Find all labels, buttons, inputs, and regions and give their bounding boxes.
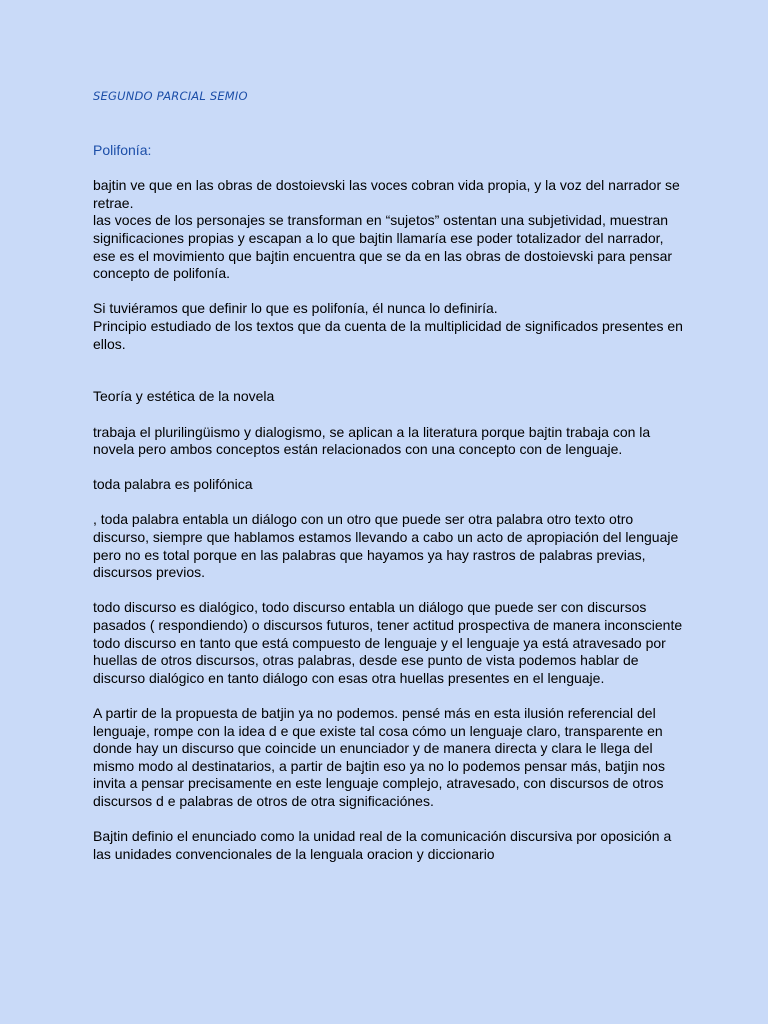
spacer (93, 283, 688, 301)
paragraph: bajtin ve que en las obras de dostoievski las voces cobran vida propia, y la voz del narrador se retrae. las voces de los personajes se transforman en “sujetos” ostentan una subjetividad, muestran significaciones propias y escapan a lo que bajtin llamaría ese poder totalizador del narrador, ese es el movimiento que bajtin encuentra que se da en las obras de dostoievski para pensar concepto de polifonía. (93, 177, 680, 282)
paragraph: Bajtin definio el enunciado como la unidad real de la comunicación discursiva por oposición a las unidades convencionales de la lenguala oracion y diccionario (93, 828, 672, 862)
spacer (93, 406, 688, 424)
spacer (93, 160, 688, 178)
paragraph: toda palabra es polifónica (93, 476, 253, 493)
spacer (93, 582, 688, 600)
spacer (93, 459, 688, 477)
section-heading-teoria: Teoría y estética de la novela (93, 388, 275, 405)
spacer (93, 494, 688, 512)
paragraph: trabaja el plurilingüismo y dialogismo, se aplican a la literatura porque bajtin trabaja con la novela pero ambos conceptos están relacionados con una concepto con de lenguaje. (93, 423, 651, 458)
section-heading-polifonia: Polifonía: (93, 142, 152, 158)
document-title: SEGUNDO PARCIAL SEMIO (93, 89, 248, 103)
paragraph: , toda palabra entabla un diálogo con un otro que puede ser otra palabra otro texto otro discurso, siempre que hablamos estamos llevando a cabo un acto de apropiación del lenguaje pero no es total porque en las palabras que hayamos ya hay rastros de palabras previas, discursos previos. (93, 511, 679, 581)
paragraph: A partir de la propuesta de batjin ya no podemos. pensé más en esta ilusión referencial del lenguaje, rompe con la idea d e que existe tal cosa cómo un lenguaje claro, transparente en donde hay un discurso que coincide un enunciador y de manera directa y clara le llega del mismo modo al destinatarios, a partir de bajtin eso ya no lo podemos pensar más, batjin nos invita a pensar precisamente en este lenguaje complejo, atravesado, con discursos de otros discursos d e palabras de otros de otra significaciónes. (93, 705, 665, 809)
spacer (93, 353, 688, 388)
spacer (93, 811, 688, 829)
spacer (93, 687, 688, 705)
paragraph: todo discurso es dialógico, todo discurso entabla un diálogo que puede ser con discursos pasados ( respondiendo) o discursos futuros, tener actitud prospectiva de manera inconsciente todo discurso en tanto que está compuesto de lenguaje y el lenguaje ya está atravesado por huellas de otros discursos, otras palabras, desde ese punto de vista podemos hablar de discurso dialógico en tanto diálogo con esas otra huellas presentes en el lenguaje. (93, 599, 683, 686)
paragraph: Si tuviéramos que definir lo que es polifonía, él nunca lo definiría. Principio estudiado de los textos que da cuenta de la multiplicidad de significados presentes en ellos. (93, 300, 683, 352)
